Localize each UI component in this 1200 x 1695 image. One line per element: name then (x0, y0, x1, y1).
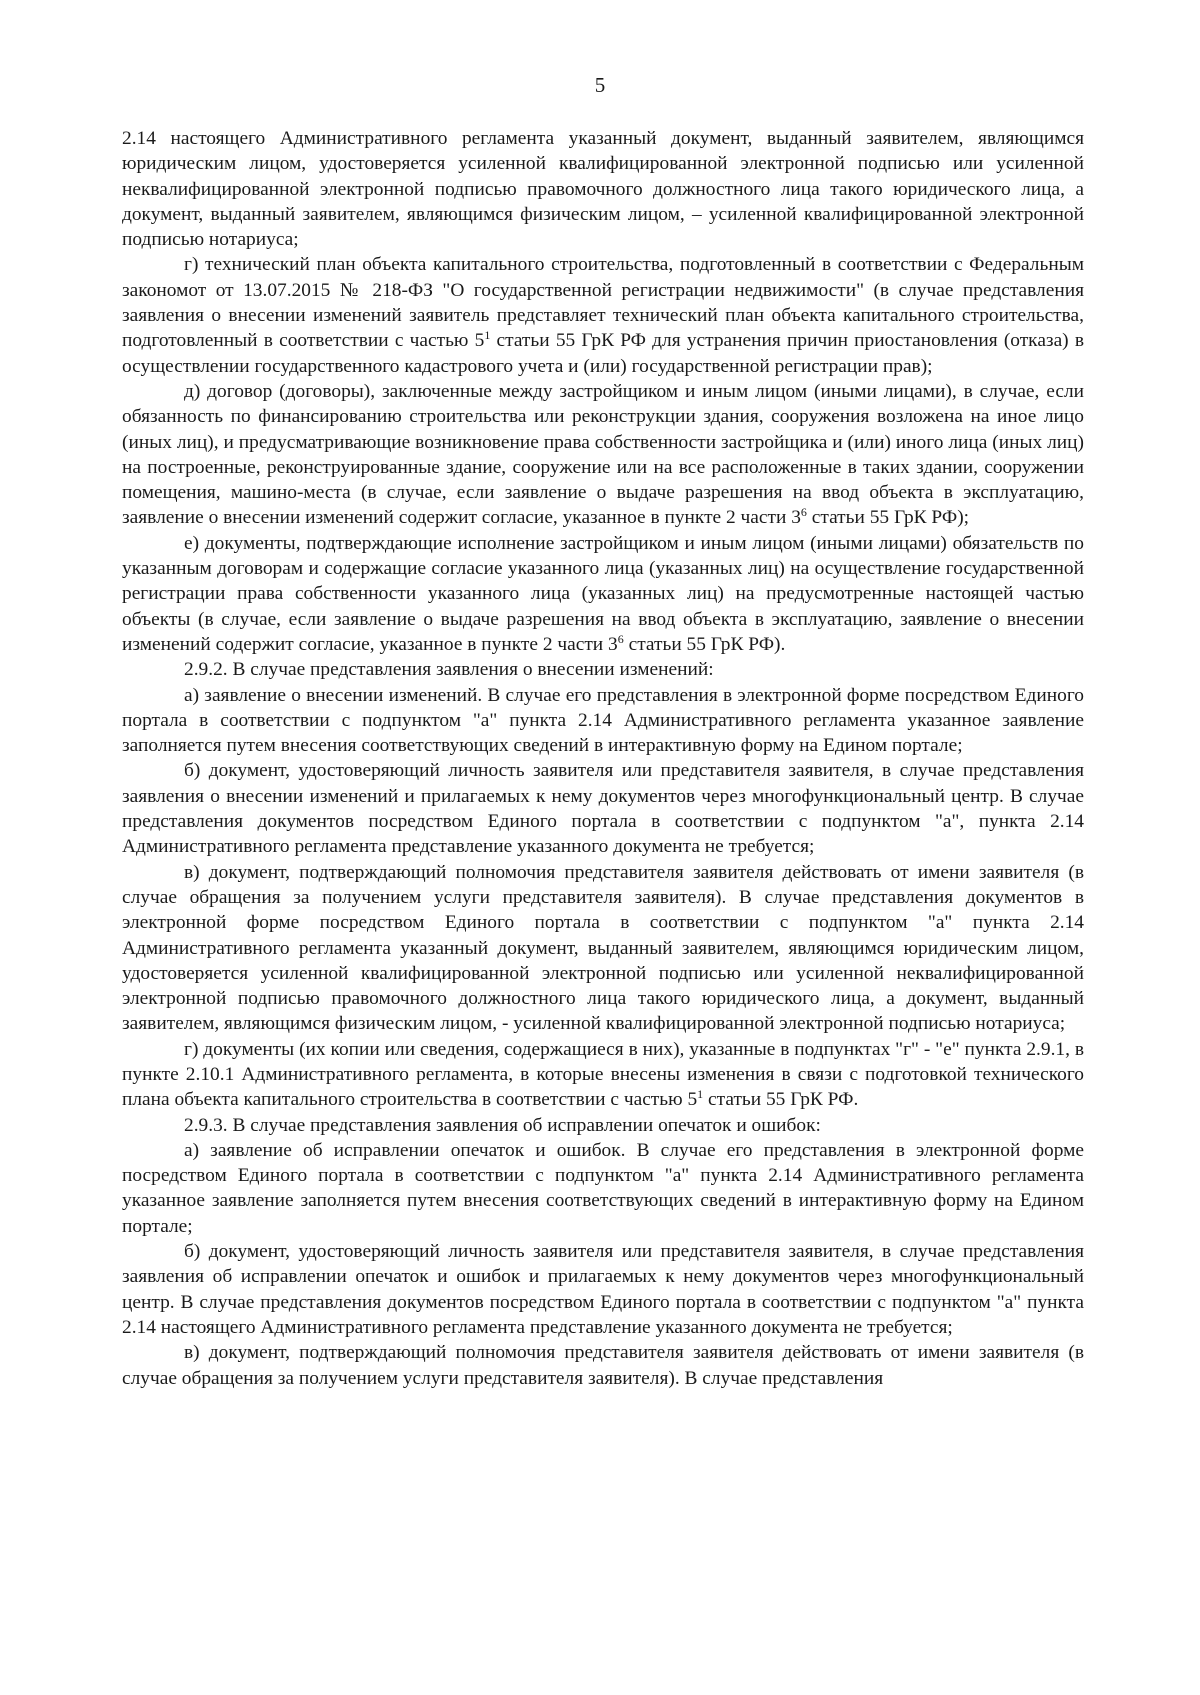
paragraph-text: 2.9.2. В случае представления заявления о внесении изменений: (184, 659, 714, 681)
paragraph-text: а) заявление о внесении изменений. В случае его представления в электронной форме посредством Единого портала в соответствии с подпунктом "а" пункта 2.14 Административного регламента указанное заявление заполняется путем внесения соответствующих сведений в интерактивную форму на Едином портале; (122, 684, 1084, 757)
paragraph-text: статьи 55 ГрК РФ. (703, 1089, 859, 1111)
paragraph-p4 (122, 531, 1084, 657)
superscript: 6 (617, 631, 624, 646)
paragraph-p7 (122, 758, 1084, 859)
paragraph-text: 2.9.3. В случае представления заявления об исправлении опечаток и ошибок: (184, 1114, 821, 1136)
paragraph-text: е) документы, подтверждающие исполнение застройщиком и иным лицом (иными лицами) обязательств по указанным договорам и содержащие согласие указанного лица (указанных лиц) на осуществление государственной регистрации права собственности указанного лица (указанных лиц) на предусмотренные настоящей частью объекты (в случае, если заявление о выдаче разрешения на ввод объекта в эксплуатацию, заявление о внесении изменений содержит согласие, указанное в пункте 2 части 3 (122, 532, 1084, 655)
paragraph-text: г) документы (их копии или сведения, содержащиеся в них), указанные в подпунктах "г" - "е" пункта 2.9.1, в пункте 2.10.1 Административного регламента, в которые внесены изменения в связи с подготовкой технического плана объекта капитального строительства в соответствии с частью 5 (122, 1038, 1084, 1111)
paragraph-text: б) документ, удостоверяющий личность заявителя или представителя заявителя, в случае представления заявления об исправлении опечаток и ошибок и прилагаемых к нему документов через многофункциональный центр. В случае представления документов посредством Единого портала в соответствии с подпунктом "а" пункта 2.14 настоящего Административного регламента представление указанного документа не требуется; (122, 1241, 1084, 1338)
paragraph-p13 (122, 1340, 1084, 1391)
paragraph-text: д) договор (договоры), заключенные между застройщиком и иным лицом (иными лицами), в случае, если обязанность по финансированию строительства или реконструкции здания, сооружения возложена на иное лицо (иных лиц), и предусматривающие возникновение права собственности застройщика и (или) иного лица (иных лиц) на построенные, реконструированные здание, сооружение или на все расположенные в таких здании, сооружении помещения, машино-места (в случае, если заявление о выдаче разрешения на ввод объекта в эксплуатацию, заявление о внесении изменений содержит согласие, указанное в пункте 2 части 3 (122, 380, 1084, 529)
paragraph-text: статьи 55 ГрК РФ); (806, 507, 970, 529)
paragraph-p9 (122, 1037, 1084, 1113)
paragraph-p11 (122, 1138, 1084, 1239)
paragraph-text: статьи 55 ГрК РФ для устранения причин приостановления (отказа) в осуществлении государственного кадастрового учета и (или) государственной регистрации прав); (122, 330, 1084, 377)
page-number: 5 (594, 73, 606, 97)
superscript: 6 (800, 505, 807, 520)
paragraph-p6 (122, 683, 1084, 759)
paragraph-p5 (122, 657, 1084, 682)
paragraph-p3 (122, 379, 1084, 531)
superscript: 1 (697, 1087, 704, 1102)
paragraph-text: а) заявление об исправлении опечаток и ошибок. В случае его представления в электронной форме посредством Единого портала в соответствии с подпунктом "а" пункта 2.14 Административного регламента указанное заявление заполняется путем внесения соответствующих сведений в интерактивную форму на Едином портале; (122, 1139, 1084, 1237)
paragraph-p1 (122, 126, 1084, 252)
paragraph-text: в) документ, подтверждающий полномочия представителя заявителя действовать от имени заявителя (в случае обращения за получением услуги представителя заявителя). В случае представления документов в электронной форме посредством Единого портала в соответствии с подпунктом "а" пункта 2.14 Административного регламента указанный документ, выданный заявителем, являющимся юридическим лицом, удостоверяется усиленной квалифицированной электронной подписью или усиленной неквалифицированной электронной подписью правомочного должностного лица такого юридического лица, а документ, выданный заявителем, являющимся физическим лицом, - усиленной квалифицированной электронной подписью нотариуса; (122, 861, 1084, 1035)
paragraph-p2 (122, 252, 1084, 378)
paragraph-p8 (122, 860, 1084, 1037)
paragraph-text: б) документ, удостоверяющий личность заявителя или представителя заявителя, в случае представления заявления о внесении изменений и прилагаемых к нему документов через многофункциональный центр. В случае представления документов посредством Единого портала в соответствии с подпунктом "а", пункта 2.14 Административного регламента представление указанного документа не требуется; (122, 760, 1084, 858)
paragraph-p12 (122, 1239, 1084, 1340)
document-body (122, 126, 1084, 1391)
paragraph-p10 (122, 1113, 1084, 1138)
superscript: 1 (484, 328, 491, 343)
paragraph-text: 2.14 настоящего Административного регламента указанный документ, выданный заявителем, являющимся юридическим лицом, удостоверяется усиленной квалифицированной электронной подписью или усиленной неквалифицированной электронной подписью правомочного должностного лица такого юридического лица, а документ, выданный заявителем, являющимся физическим лицом, – усиленной квалифицированной электронной подписью нотариуса; (122, 128, 1084, 251)
paragraph-text: статьи 55 ГрК РФ). (623, 633, 786, 655)
paragraph-text: в) документ, подтверждающий полномочия представителя заявителя действовать от имени заявителя (в случае обращения за получением услуги представителя заявителя). В случае представления (122, 1342, 1084, 1389)
paragraph-text: г) технический план объекта капитального строительства, подготовленный в соответствии с Федеральным закономот от 13.07.2015 № 218-ФЗ "О государственной регистрации недвижимости" (в случае представления заявления о внесении изменений заявитель представляет технический план объекта капитального строительства, подготовленный в соответствии с частью 5 (122, 254, 1084, 352)
